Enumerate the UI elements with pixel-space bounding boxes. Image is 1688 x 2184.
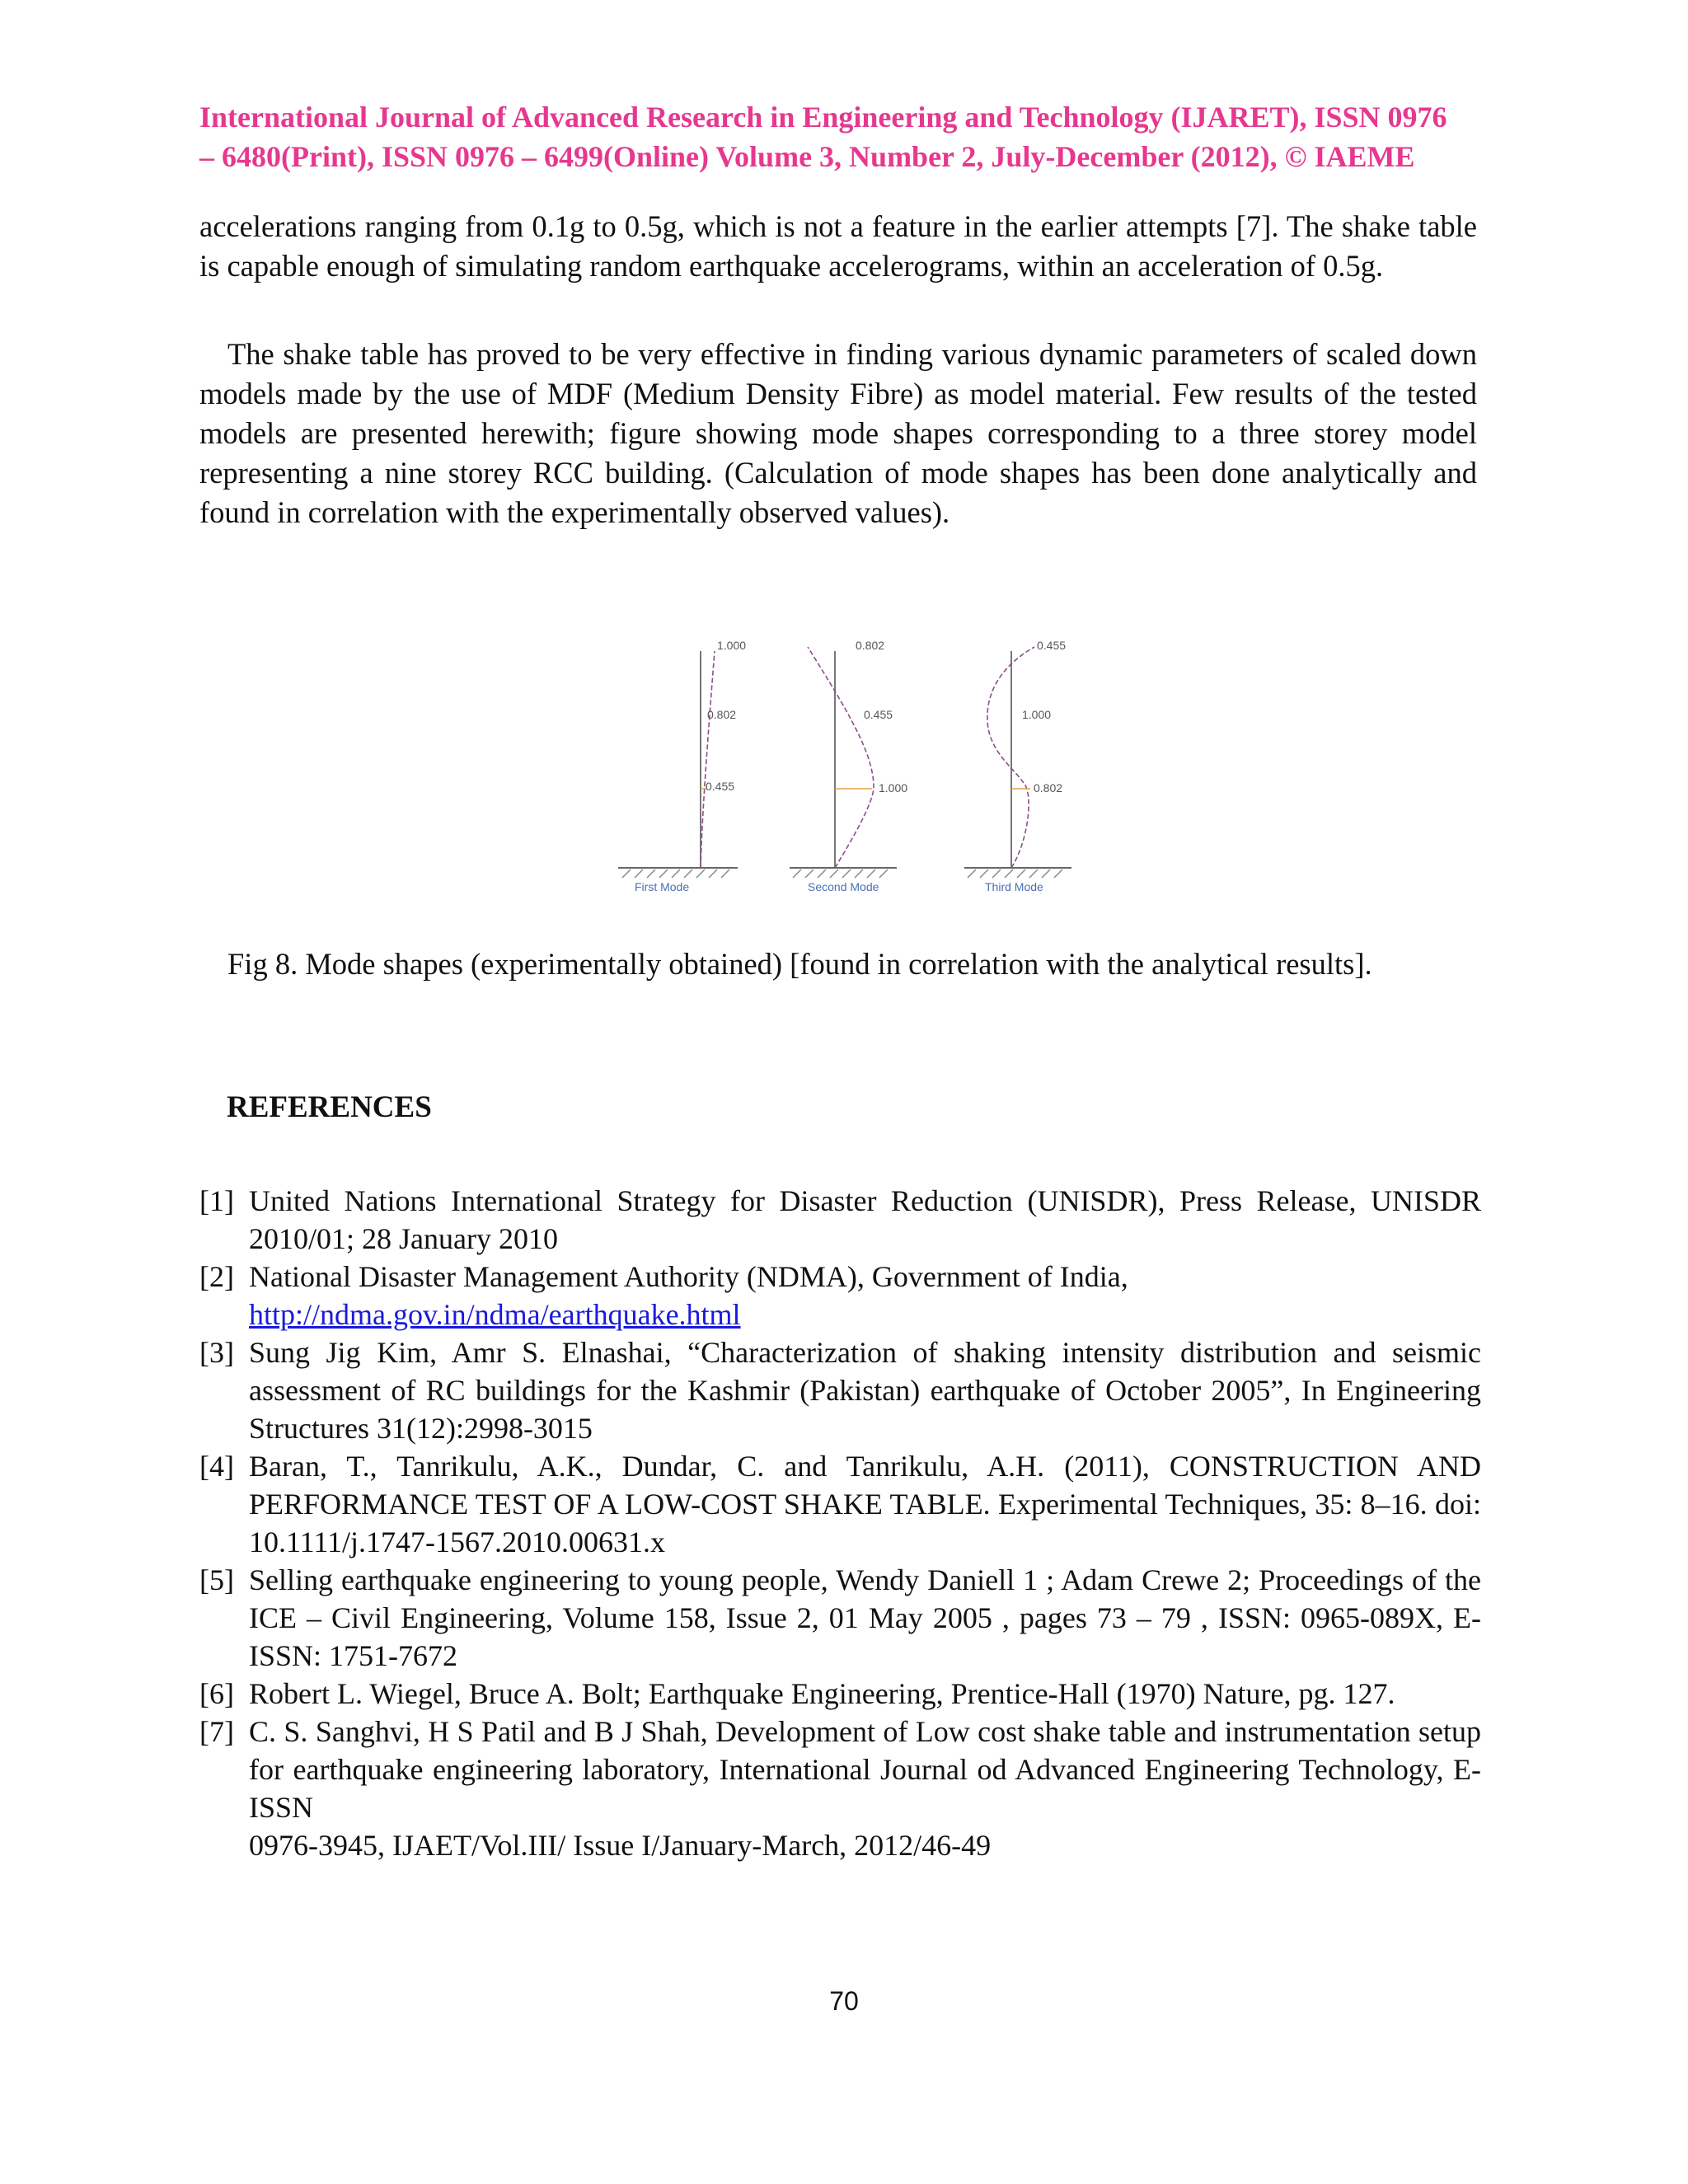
reference-item-4 <box>199 1447 1481 1561</box>
journal-header-line-1: International Journal of Advanced Research in Engineering and Technology (IJARET), ISSN 0976 <box>199 101 1447 134</box>
second-mode-curve <box>808 647 874 868</box>
journal-header <box>199 97 1493 176</box>
journal-header-line-2: – 6480(Print), ISSN 0976 – 6499(Online) Volume 3, Number 2, July-December (2012), © IAEME <box>199 140 1415 173</box>
reference-number: [7] <box>199 1715 234 1748</box>
first-mode-value-bottom: 0.455 <box>706 780 735 793</box>
first-mode-curve <box>701 651 715 868</box>
reference-number: [2] <box>199 1260 234 1293</box>
ndma-link[interactable]: http://ndma.gov.in/ndma/earthquake.html <box>249 1298 741 1331</box>
reference-number: [1] <box>199 1184 234 1217</box>
reference-item-7 <box>199 1713 1481 1864</box>
reference-number: [3] <box>199 1336 234 1369</box>
page-number: 70 <box>829 1986 859 2016</box>
reference-text: United Nations International Strategy for Disaster Reduction (UNISDR), Press Release, UNISDR 2010/01; 28 January 2010 <box>249 1184 1481 1255</box>
reference-number: [6] <box>199 1677 234 1710</box>
reference-text-continued: 0976-3945, IJAET/Vol.III/ Issue I/January-March, 2012/46-49 <box>249 1829 992 1862</box>
first-mode-value-top: 1.000 <box>717 639 747 652</box>
second-mode-diagram <box>790 639 907 893</box>
reference-item-6 <box>199 1675 1481 1713</box>
third-mode-value-top: 0.455 <box>1037 639 1067 652</box>
reference-text: Sung Jig Kim, Amr S. Elnashai, “Characterization of shaking intensity distribution and seismic assessment of RC buildings for the Kashmir (Pakistan) earthquake of October 2005”, In Engineering Structures 31(12):2998-3015 <box>249 1336 1481 1445</box>
third-mode-value-middle: 1.000 <box>1022 708 1052 721</box>
first-mode-diagram <box>618 639 746 893</box>
first-mode-value-middle: 0.802 <box>707 708 737 721</box>
second-mode-label: Second Mode <box>808 880 879 893</box>
reference-text: Selling earthquake engineering to young people, Wendy Daniell 1 ; Adam Crewe 2; Proceedings of the ICE – Civil Engineering, Volume 158, Issue 2, 01 May 2005 , pages 73 – 79 , ISSN: 0965-089X, E-ISSN: 1751-7672 <box>249 1563 1481 1672</box>
third-mode-label: Third Mode <box>985 880 1043 893</box>
second-mode-value-top: 0.802 <box>856 639 885 652</box>
reference-item-1 <box>199 1182 1481 1258</box>
reference-item-5 <box>199 1561 1481 1675</box>
reference-text: C. S. Sanghvi, H S Patil and B J Shah, Development of Low cost shake table and instrumentation setup for earthquake engineering laboratory, International Journal od Advanced Engineering Technology, E-ISSN <box>249 1715 1481 1824</box>
references-list <box>199 1182 1481 1864</box>
second-mode-value-middle: 0.455 <box>864 708 893 721</box>
third-mode-value-bottom: 0.802 <box>1034 781 1063 794</box>
second-mode-hatch <box>793 869 888 878</box>
first-mode-label: First Mode <box>635 880 690 893</box>
references-heading: REFERENCES <box>227 1090 432 1124</box>
body-paragraph-2: The shake table has proved to be very effective in finding various dynamic parameters of scaled down models made by the use of MDF (Medium Density Fibre) as model material. Few results of the tested models are presented herewith; figure showing mode shapes corresponding to a three storey model representing a nine storey RCC building. (Calculation of mode shapes has been done analytically and found in correlation with the experimentally observed values). <box>199 337 1477 529</box>
reference-item-3 <box>199 1333 1481 1447</box>
reference-text: Robert L. Wiegel, Bruce A. Bolt; Earthquake Engineering, Prentice-Hall (1970) Nature, pg. 127. <box>249 1677 1395 1710</box>
reference-number: [5] <box>199 1563 234 1596</box>
first-mode-hatch <box>622 869 729 878</box>
reference-text: Baran, T., Tanrikulu, A.K., Dundar, C. and Tanrikulu, A.H. (2011), CONSTRUCTION AND PERFORMANCE TEST OF A LOW-COST SHAKE TABLE. Experimental Techniques, 35: 8–16. doi: 10.1111/j.1747-1567.2010.00631.x <box>249 1450 1481 1558</box>
reference-number: [4] <box>199 1450 234 1483</box>
third-mode-hatch <box>968 869 1062 878</box>
body-paragraph-1: accelerations ranging from 0.1g to 0.5g, which is not a feature in the earlier attempts [7]. The shake table is capable enough of simulating random earthquake accelerograms, within an acceleration of 0.5g. <box>199 209 1477 283</box>
reference-item-2 <box>199 1258 1481 1333</box>
figure-caption: Fig 8. Mode shapes (experimentally obtained) [found in correlation with the analytical results]. <box>227 947 1372 981</box>
second-mode-value-bottom: 1.000 <box>879 781 908 794</box>
mode-shapes-figure <box>602 630 1088 898</box>
reference-text: National Disaster Management Authority (NDMA), Government of India, <box>249 1260 1128 1293</box>
third-mode-diagram <box>964 639 1071 893</box>
